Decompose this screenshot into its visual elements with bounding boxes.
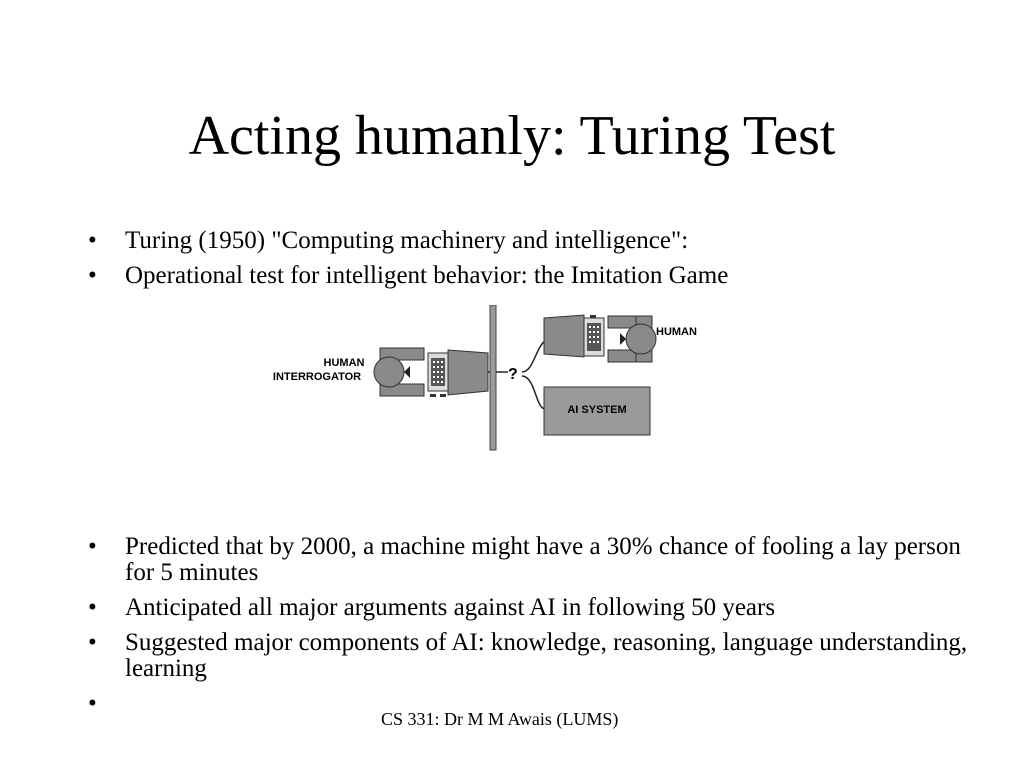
- bullet-item: [88, 534, 968, 586]
- bullet-glyph: •: [88, 690, 97, 717]
- bullet-glyph: •: [88, 629, 97, 656]
- bullet-item: [88, 595, 968, 621]
- bullet-text: Turing (1950) "Computing machinery and intelligence":: [125, 227, 689, 254]
- bullet-text: Suggested major components of AI: knowledge, reasoning, language understanding, learning: [125, 629, 968, 682]
- bullet-list-top: [88, 228, 968, 298]
- bullet-glyph: •: [88, 227, 97, 254]
- interrogator-label-line2: INTERROGATOR: [272, 371, 362, 383]
- question-mark: ?: [508, 366, 518, 383]
- slide-title: Acting humanly: Turing Test: [188, 105, 836, 167]
- interrogator-label-line1: HUMAN: [323, 357, 365, 369]
- ai-system-label: AI SYSTEM: [567, 404, 627, 416]
- bullet-item: [88, 263, 968, 289]
- bullet-list-bottom: [88, 534, 968, 726]
- human-label: HUMAN: [656, 326, 697, 338]
- bullet-glyph: •: [88, 594, 97, 621]
- ai-system-box: [544, 387, 650, 435]
- bullet-text: Predicted that by 2000, a machine might have a 30% chance of fooling a lay person for 5 minutes: [125, 533, 961, 586]
- bullet-text: Anticipated all major arguments against AI in following 50 years: [125, 594, 776, 621]
- interrogator-figure: [374, 348, 424, 396]
- slide-footer: CS 331: Dr M M Awais (LUMS): [381, 709, 619, 729]
- divider-wall: [490, 305, 496, 450]
- bullet-glyph: •: [88, 262, 97, 289]
- branch-to-ai: [522, 376, 545, 409]
- human-figure: [608, 316, 656, 362]
- bullet-text: Operational test for intelligent behavior: the Imitation Game: [125, 262, 729, 289]
- interrogator-terminal: [428, 350, 488, 397]
- bullet-item: [88, 630, 968, 682]
- turing-test-diagram: [260, 305, 720, 455]
- human-terminal: [544, 315, 604, 357]
- bullet-item: [88, 228, 968, 254]
- bullet-glyph: •: [88, 533, 97, 560]
